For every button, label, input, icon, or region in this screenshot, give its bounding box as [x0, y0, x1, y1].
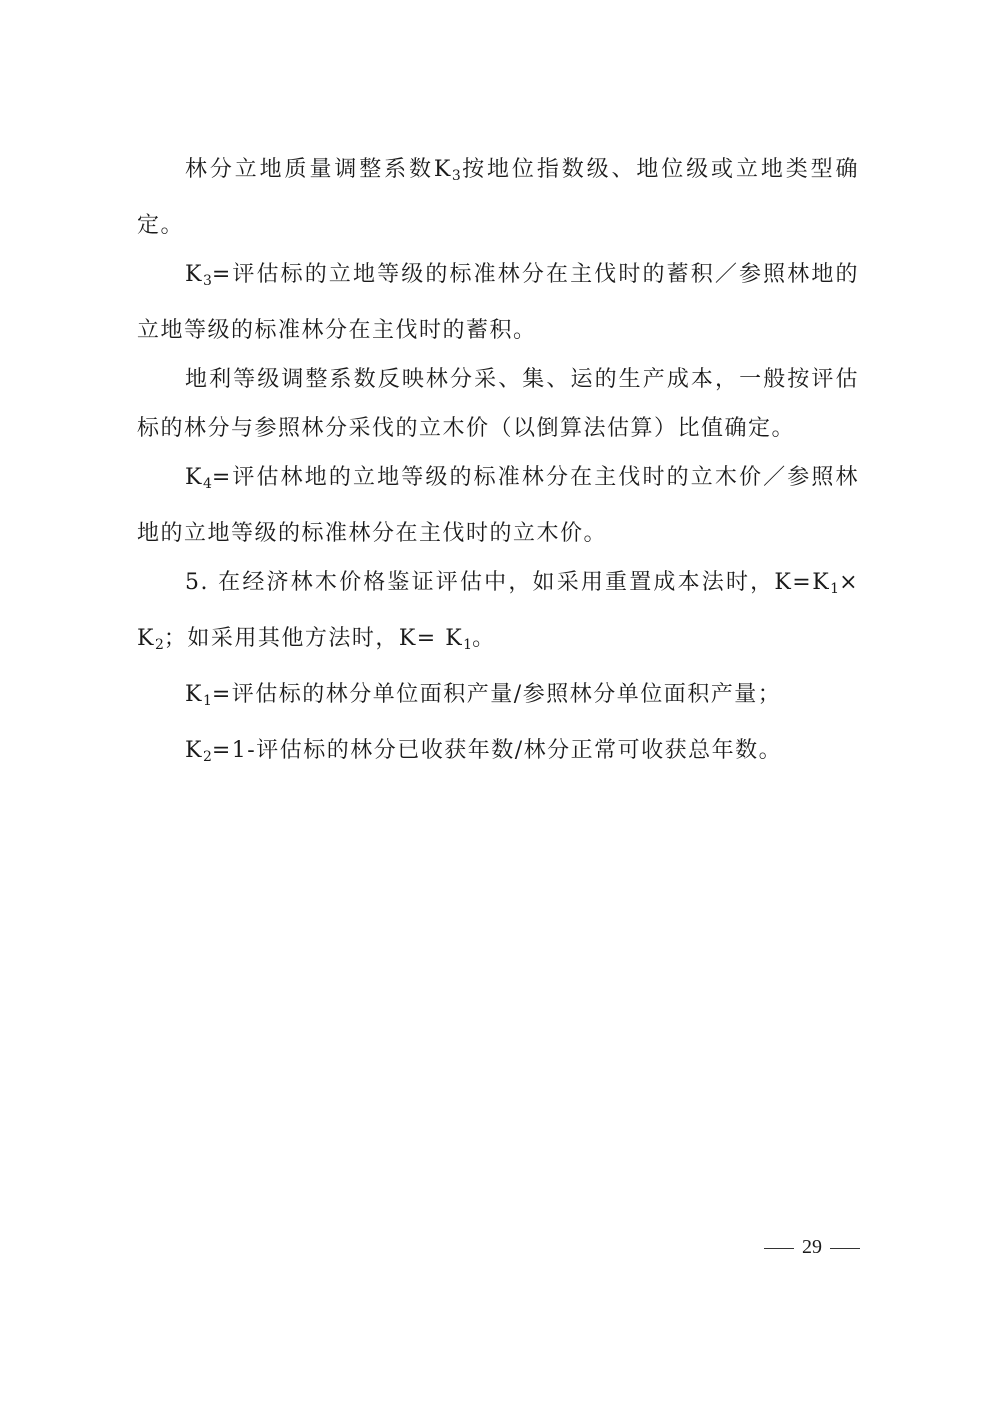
text-segment: 按地位指数级、地位级或立地类型确定。 — [137, 157, 859, 238]
subscript: 1 — [463, 637, 473, 653]
paragraph-k1-formula — [137, 670, 859, 726]
text-segment: =1-评估标的林分已收获年数/林分正常可收获总年数。 — [211, 738, 783, 763]
text-segment: 林分立地质量调整系数K — [185, 157, 452, 182]
subscript: 2 — [202, 749, 212, 765]
text-segment: =评估标的林分单位面积产量/参照林分单位面积产量； — [211, 682, 782, 707]
paragraph-k4-intro — [137, 355, 859, 453]
body-text — [137, 145, 859, 782]
paragraph-k2-formula — [137, 726, 859, 782]
text-segment: K — [185, 682, 203, 707]
paragraph-k4-formula — [137, 453, 859, 558]
text-segment: ×K — [137, 570, 859, 651]
subscript: 4 — [202, 476, 212, 492]
page-number: 29 — [802, 1236, 822, 1258]
text-segment: =评估标的立地等级的标准林分在主伐时的蓄积／参照林地的立地等级的标准林分在主伐时的蓄积。 — [137, 262, 859, 343]
text-segment: 地利等级调整系数反映林分采、集、运的生产成本，一般按评估标的林分与参照林分采伐的立木价（以倒算法估算）比值确定。 — [137, 367, 859, 441]
subscript: 1 — [830, 581, 840, 597]
paragraph-k3-intro — [137, 145, 859, 250]
paragraph-k3-formula — [137, 250, 859, 355]
text-segment: 5. 在经济林木价格鉴证评估中，如采用重置成本法时，K=K — [185, 570, 831, 595]
left-dash — [764, 1248, 794, 1249]
text-segment: ；如采用其他方法时，K= K — [163, 626, 464, 651]
text-segment: K — [185, 738, 203, 763]
text-segment: K — [185, 465, 203, 490]
subscript: 3 — [202, 273, 212, 289]
right-dash — [830, 1248, 860, 1249]
subscript: 3 — [451, 168, 461, 184]
text-segment: 。 — [472, 626, 496, 651]
subscript: 1 — [202, 693, 212, 709]
subscript: 2 — [154, 637, 164, 653]
paragraph-item-5 — [137, 558, 859, 670]
text-segment: =评估林地的立地等级的标准林分在主伐时的立木价／参照林地的立地等级的标准林分在主伐时的立木价。 — [137, 465, 859, 546]
text-segment: K — [185, 262, 203, 287]
page-footer — [756, 1236, 868, 1259]
